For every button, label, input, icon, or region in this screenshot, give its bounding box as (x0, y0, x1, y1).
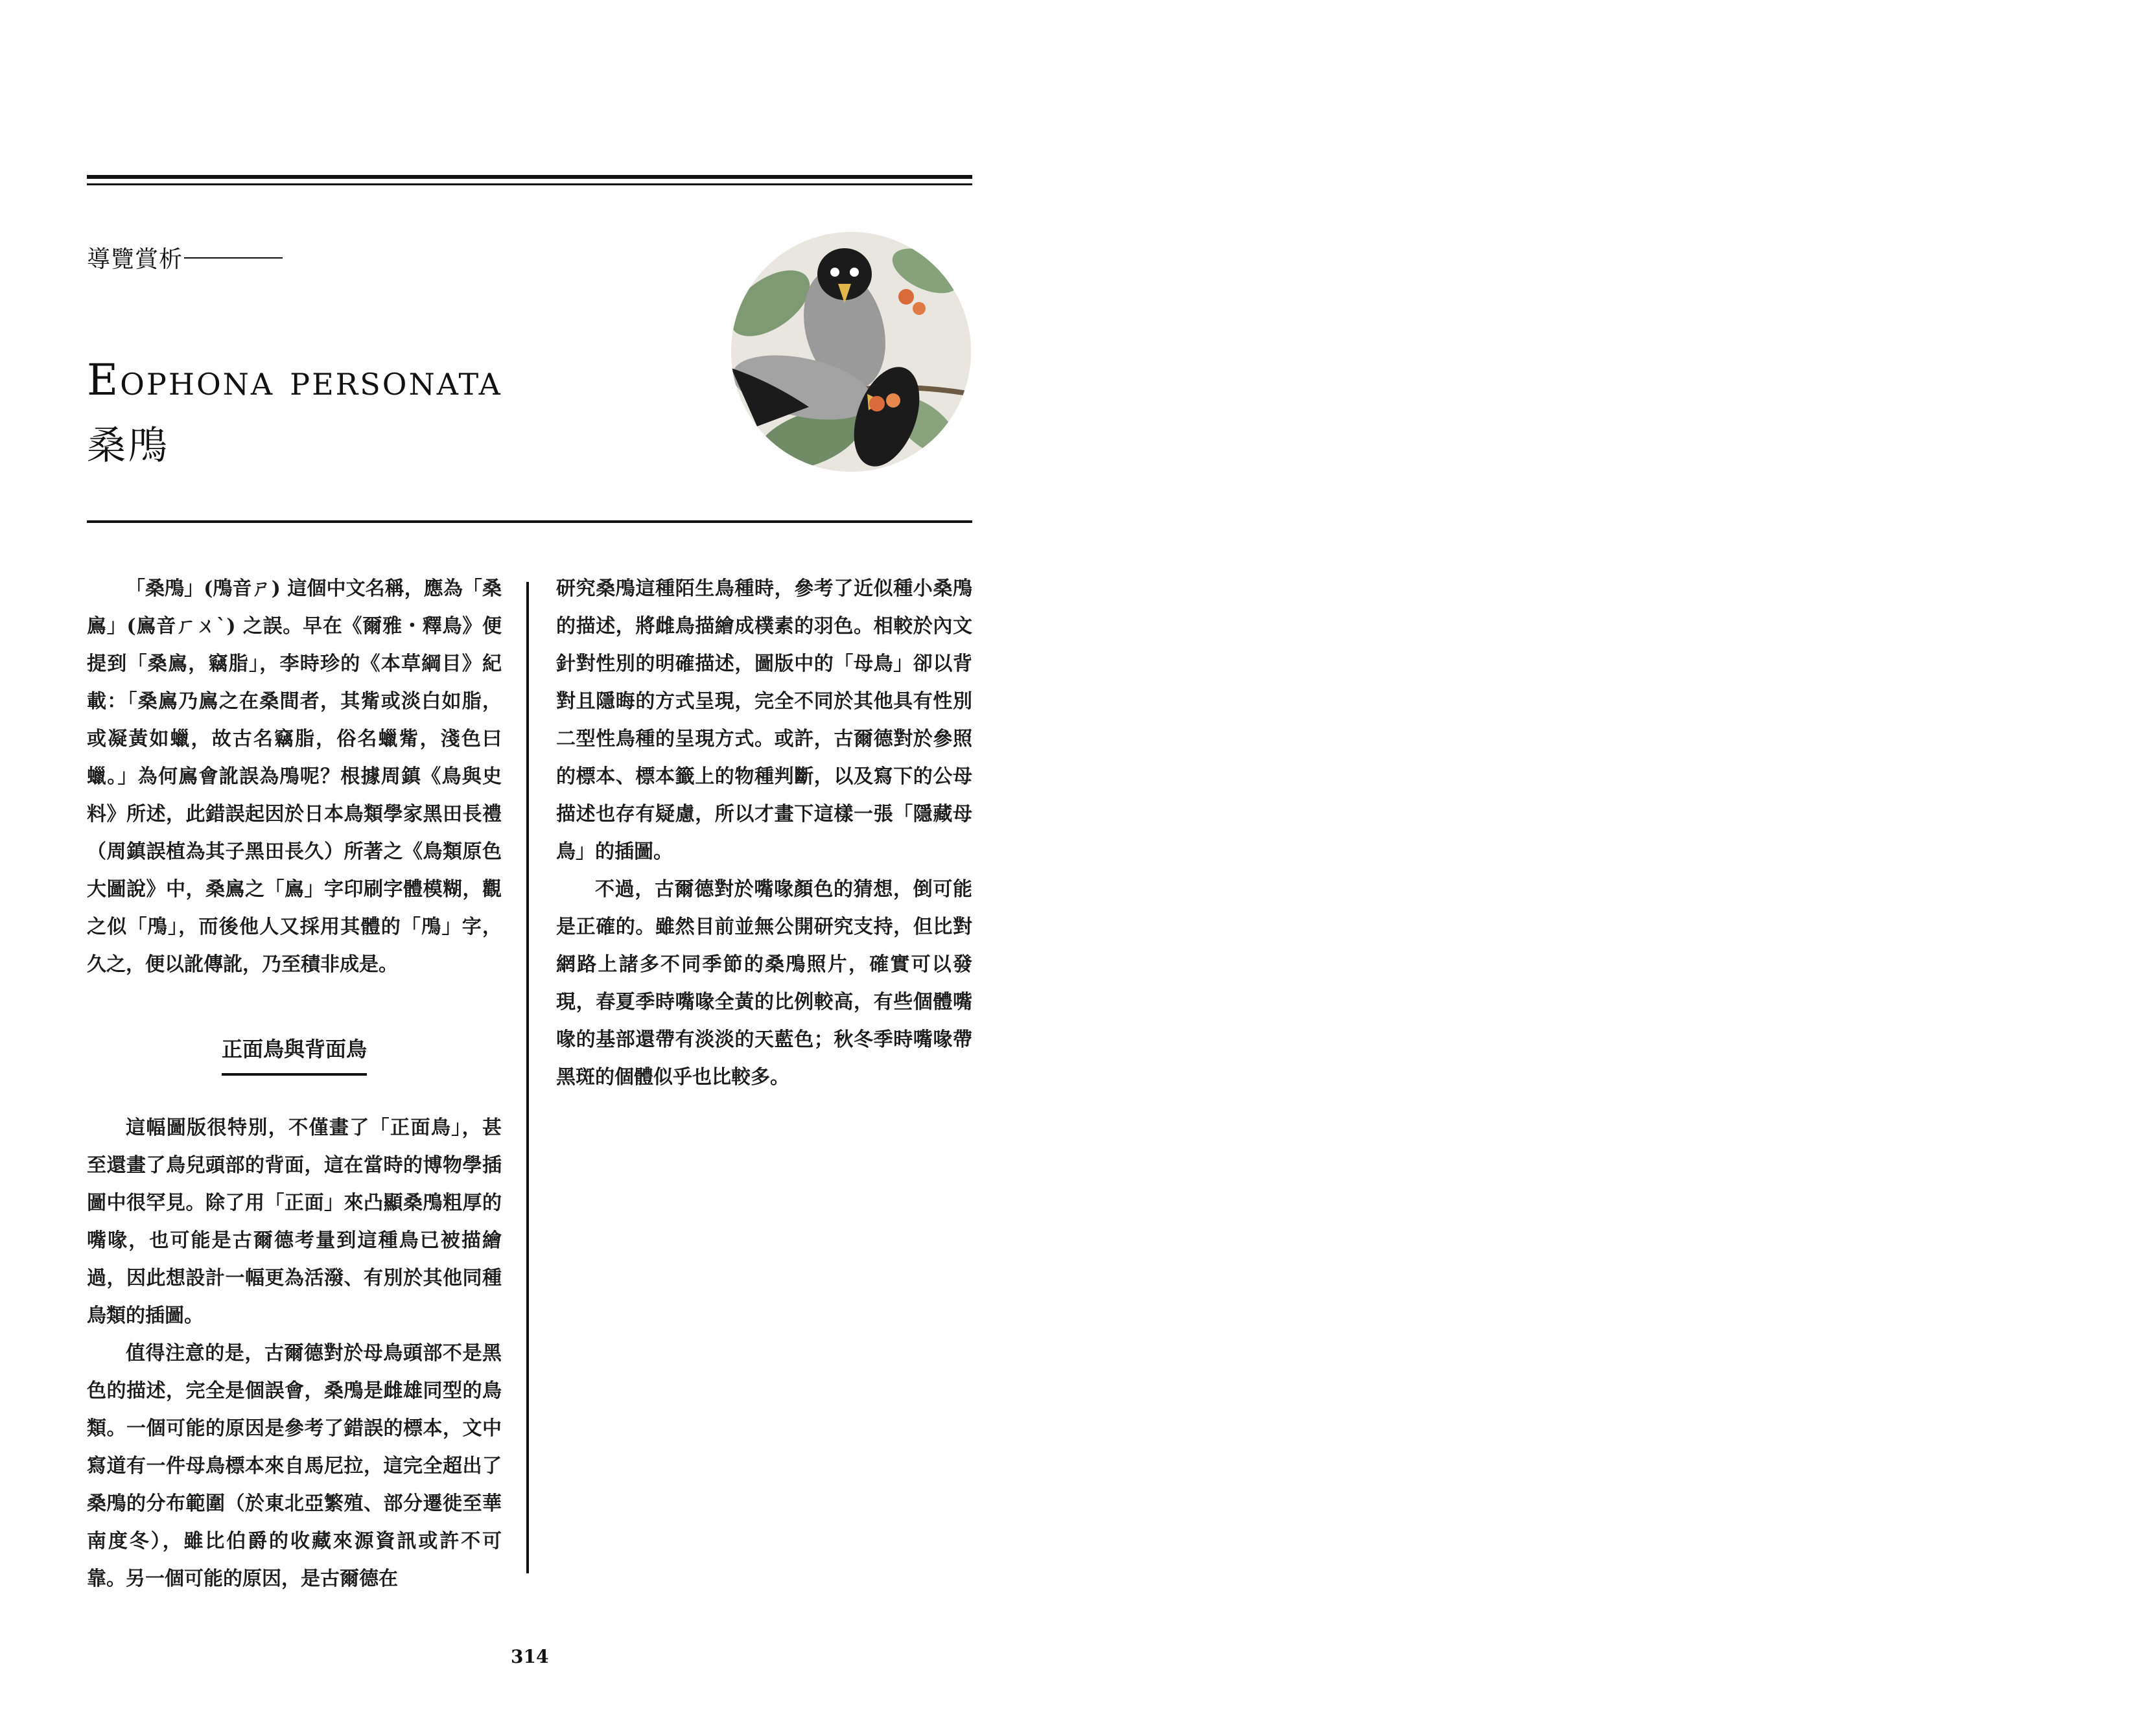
berry (869, 396, 885, 411)
species-chinese-name: 桑鳲 (87, 423, 170, 469)
left-text-column (87, 570, 502, 1598)
right-paragraph-2: 不過，古爾德對於嘴喙顏色的猜想，倒可能是正確的。雖然目前並無公開研究支持，但比對網路上諸多不同季節的桑鳲照片，確實可以發現，春夏季時嘴喙全黃的比例較高，有些個體嘴喙的基部還帶有淡淡的天藍色；秋冬季時嘴喙帶黑斑的個體似乎也比較多。 (556, 878, 972, 1089)
berry (913, 302, 926, 315)
right-paragraph-1: 研究桑鳲這種陌生鳥種時，參考了近似種小桑鳲的描述，將雌鳥描繪成樸素的羽色。相較於內文針對性別的明確描述，圖版中的「母鳥」卻以背對且隱晦的方式呈現，完全不同於其他具有性別二型性鳥種的呈現方式。或許，古爾德對於參照的標本、標本籤上的物種判斷，以及寫下的公母描述也存有疑慮，所以才畫下這樣一張「隱藏母鳥」的插圖。 (556, 577, 972, 863)
upper-bird-eye-ring (850, 268, 859, 277)
page-number: 314 (511, 1646, 549, 1667)
column-divider (526, 582, 529, 1573)
left-paragraph-1: 「桑鳲」(鳲音ㄕ) 這個中文名稱，應為「桑鳸」(鳸音ㄏㄨˋ) 之誤。早在《爾雅・釋鳥》便提到「桑鳸，竊脂」，李時珍的《本草綱目》紀載：「桑鳸乃鳸之在桑間者，其觜或淡白如脂，或凝黃如蠟，故古名竊脂，俗名蠟觜，淺色曰蠟。」為何鳸會訛誤為鳲呢？根據周鎮《鳥與史料》所述，此錯誤起因於日本鳥類學家黑田長禮（周鎮誤植為其子黑田長久）所著之《鳥類原色大圖說》中，桑鳸之「鳸」字印刷字體模糊，觀之似「鳲」，而後他人又採用其體的「鳲」字，久之，便以訛傳訛，乃至積非成是。 (87, 577, 502, 976)
section-label-text: 導覽賞析 (87, 246, 183, 273)
upper-bird-eye-ring (830, 268, 839, 277)
bird-illustration-icon (731, 232, 971, 472)
section-label-dash (184, 257, 283, 259)
header-rule-thin (87, 183, 972, 185)
section-heading-text: 正面鳥與背面鳥 (222, 1030, 367, 1076)
header-rule-thick (87, 175, 972, 179)
species-latin-name: Eophona personata (87, 355, 502, 405)
berry (886, 393, 900, 408)
right-text-column (556, 570, 972, 1096)
section-label (87, 241, 283, 274)
bird-plate-image (731, 232, 971, 472)
section-heading (87, 1030, 502, 1076)
berry (898, 289, 914, 305)
left-paragraph-2: 這幅圖版很特別，不僅畫了「正面鳥」，甚至還畫了鳥兒頭部的背面，這在當時的博物學插圖中很罕見。除了用「正面」來凸顯桑鳲粗厚的嘴喙，也可能是古爾德考量到這種鳥已被描繪過，因此想設計一幅更為活潑、有別於其他同種鳥類的插圖。 (87, 1117, 502, 1327)
header-bottom-rule (87, 520, 972, 523)
left-paragraph-3: 值得注意的是，古爾德對於母鳥頭部不是黑色的描述，完全是個誤會，桑鳲是雌雄同型的鳥類。一個可能的原因是參考了錯誤的標本，文中寫道有一件母鳥標本來自馬尼拉，這完全超出了桑鳲的分布範圍（於東北亞繁殖、部分遷徙至華南度冬），雖比伯爵的收藏來源資訊或許不可靠。另一個可能的原因，是古爾德在 (87, 1342, 502, 1590)
